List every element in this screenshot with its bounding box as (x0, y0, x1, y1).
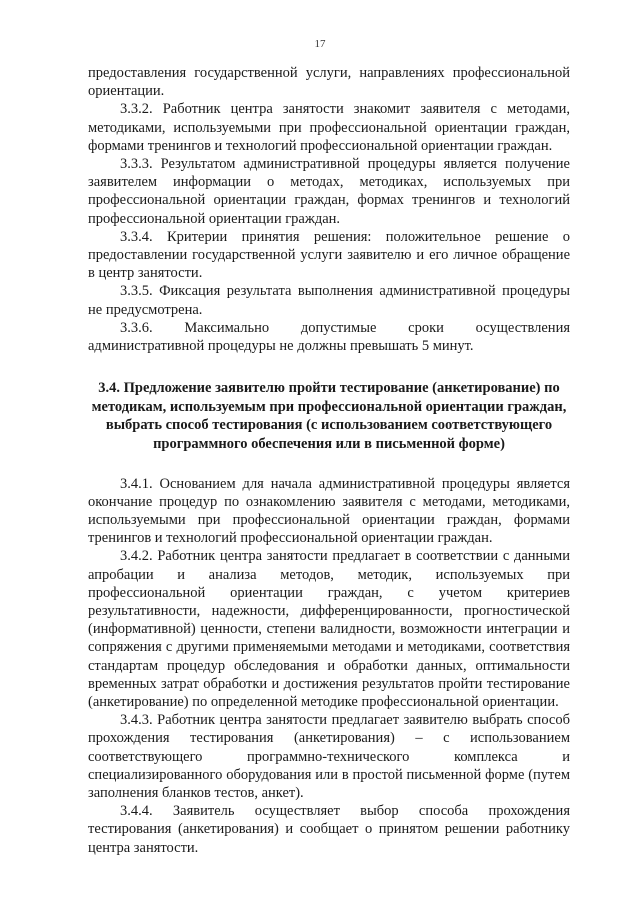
paragraph-3-4-1: 3.4.1. Основанием для начала административной процедуры является окончание процедур по ознакомлению заявителя с методами, методиками, используемыми при профессиональной ориентации граждан, формами тренингов и технологий профессиональной ориентации граждан. (88, 475, 570, 547)
paragraph-3-3-5: 3.3.5. Фиксация результата выполнения административной процедуры не предусмотрена. (88, 283, 570, 318)
paragraph-3-3-2: 3.3.2. Работник центра занятости знакомит заявителя с методами, методиками, используемыми при профессиональной ориентации граждан, формами тренингов и технологий профессиональной ориентации граждан. (88, 101, 570, 154)
section-heading-3-4: 3.4. Предложение заявителю пройти тестирование (анкетирование) по методикам, используемым при профессиональной ориентации граждан, выбрать способ тестирования (с использованием соответствующего программного обеспечения или в письменной форме) (91, 380, 567, 453)
paragraph-3-3-6: 3.3.6. Максимально допустимые сроки осуществления административной процедуры не должны превышать 5 минут. (88, 319, 570, 355)
paragraph-3-3-3: 3.3.3. Результатом административной процедуры является получение заявителем информации о методах, методиках, используемых при профессиональной ориентации граждан, формах тренингов и технологий профессиональной ориентации граждан. (88, 156, 570, 227)
paragraph-3-4-3: 3.4.3. Работник центра занятости предлагает заявителю выбрать способ прохождения тестирования (анкетирования) – с использованием соответствующего программно-технического комплекса и специализированного оборудования или в простой письменной форме (путем заполнения бланков тестов, анкет). (88, 712, 570, 802)
paragraph-3-4-2: 3.4.2. Работник центра занятости предлагает в соответствии с данными апробации и анализа методов, методик, используемых при профессиональной ориентации граждан, с учетом критериев результативности, надежности, дифференцированности, прогностической (информативной) ценности, степени валидности, возможности интеграции и сопряжения с другими применяемыми методами и методиками, соответствия стандартам процедур обследования и обработки данных, оптимальности временных затрат обработки и достижения результатов пройти тестирование (анкетирование) по определенной методике профессиональной ориентации. (88, 548, 570, 711)
page-number: 17 (314, 38, 326, 50)
paragraph-3-4-4: 3.4.4. Заявитель осуществляет выбор способа прохождения тестирования (анкетирования) и сообщает о принятом решении работнику центра занятости. (88, 803, 570, 856)
page-content (88, 64, 570, 857)
paragraph-continuation: предоставления государственной услуги, направлениях профессиональной ориентации. (88, 65, 570, 100)
paragraph-3-3-4: 3.3.4. Критерии принятия решения: положительное решение о предоставлении государственной услуги заявителю и его личное обращение в центр занятости. (88, 228, 570, 282)
